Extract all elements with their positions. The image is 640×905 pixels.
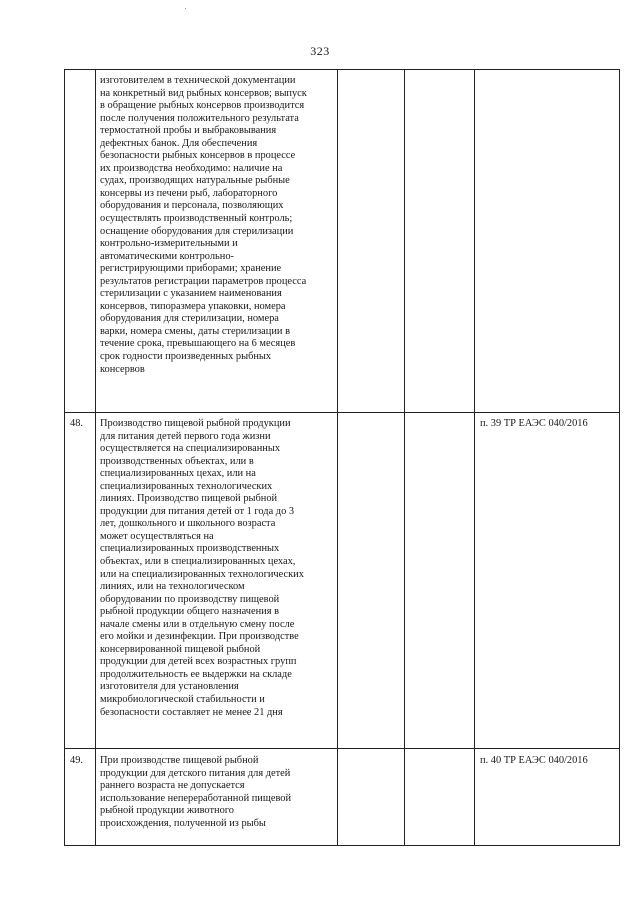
table-top-border bbox=[64, 69, 620, 70]
requirement-text: При производстве пищевой рыбной продукции для детского питания для детей раннего возраста не допускается использование непереработанной пищевой рыбной продукции животного происхождения, полученной из рыбы bbox=[100, 755, 292, 829]
table-bottom-border bbox=[64, 845, 620, 846]
scan-artifact bbox=[185, 8, 186, 9]
column-border bbox=[404, 69, 405, 846]
row-divider bbox=[64, 748, 620, 749]
requirement-text: изготовителем в технической документации на конкретный вид рыбных консервов; выпуск в обращение рыбных консервов производится после получения положительного результата термостатной пробы и выбраковывания дефектных банок. Для обеспечения безопасности рыбных консервов в процессе их производства необходимо: наличие на судах, производящих натуральные рыбные консервы из печени рыб, лабораторного оборудования и персонала, позволяющих осуществлять производственный контроль; оснащение оборудования для стерилизации контрольно-измерительными и автоматическими контрольно- регистрирующими приборами; хранение результатов регистрации параметров процесса стерилизации с указанием наименования консервов, типоразмера упаковки, номера оборудования для стерилизации, номера варки, номера смены, даты стерилизации в течение срока, превышающего на 6 месяцев срок годности произведенных рыбных консервов bbox=[100, 75, 307, 375]
requirements-table bbox=[64, 69, 620, 846]
regulation-reference: п. 39 ТР ЕАЭС 040/2016 bbox=[480, 418, 588, 429]
column-border bbox=[95, 69, 96, 846]
requirement-text: Производство пищевой рыбной продукции для питания детей первого года жизни осуществляется на специализированных производственных объектах, или в специализированных цехах, или на специализированных технологических линиях. Производство пищевой рыбной продукции для питания детей от 1 года до 3 лет, дошкольного и школьного возраста может осуществляться на специализированных производственных объектах, или в специализированных цехах, или на специализированных технологических линиях, или на технологическом оборудовании по производству пищевой рыбной продукции общего назначения в начале смены или в отдельную смену после его мойки и дезинфекции. При производстве консервированной пищевой рыбной продукции для детей всех возрастных групп продолжительность ее выдержки на складе изготовителя для установления микробиологической стабильности и безопасности составляет не менее 21 дня bbox=[100, 418, 304, 718]
column-border bbox=[619, 69, 620, 846]
row-divider bbox=[64, 412, 620, 413]
regulation-reference: п. 40 ТР ЕАЭС 040/2016 bbox=[480, 755, 588, 766]
row-number: 49. bbox=[70, 755, 83, 766]
column-border bbox=[474, 69, 475, 846]
row-number: 48. bbox=[70, 418, 83, 429]
page-number: 323 bbox=[310, 44, 330, 58]
column-border bbox=[337, 69, 338, 846]
column-border bbox=[64, 69, 65, 846]
